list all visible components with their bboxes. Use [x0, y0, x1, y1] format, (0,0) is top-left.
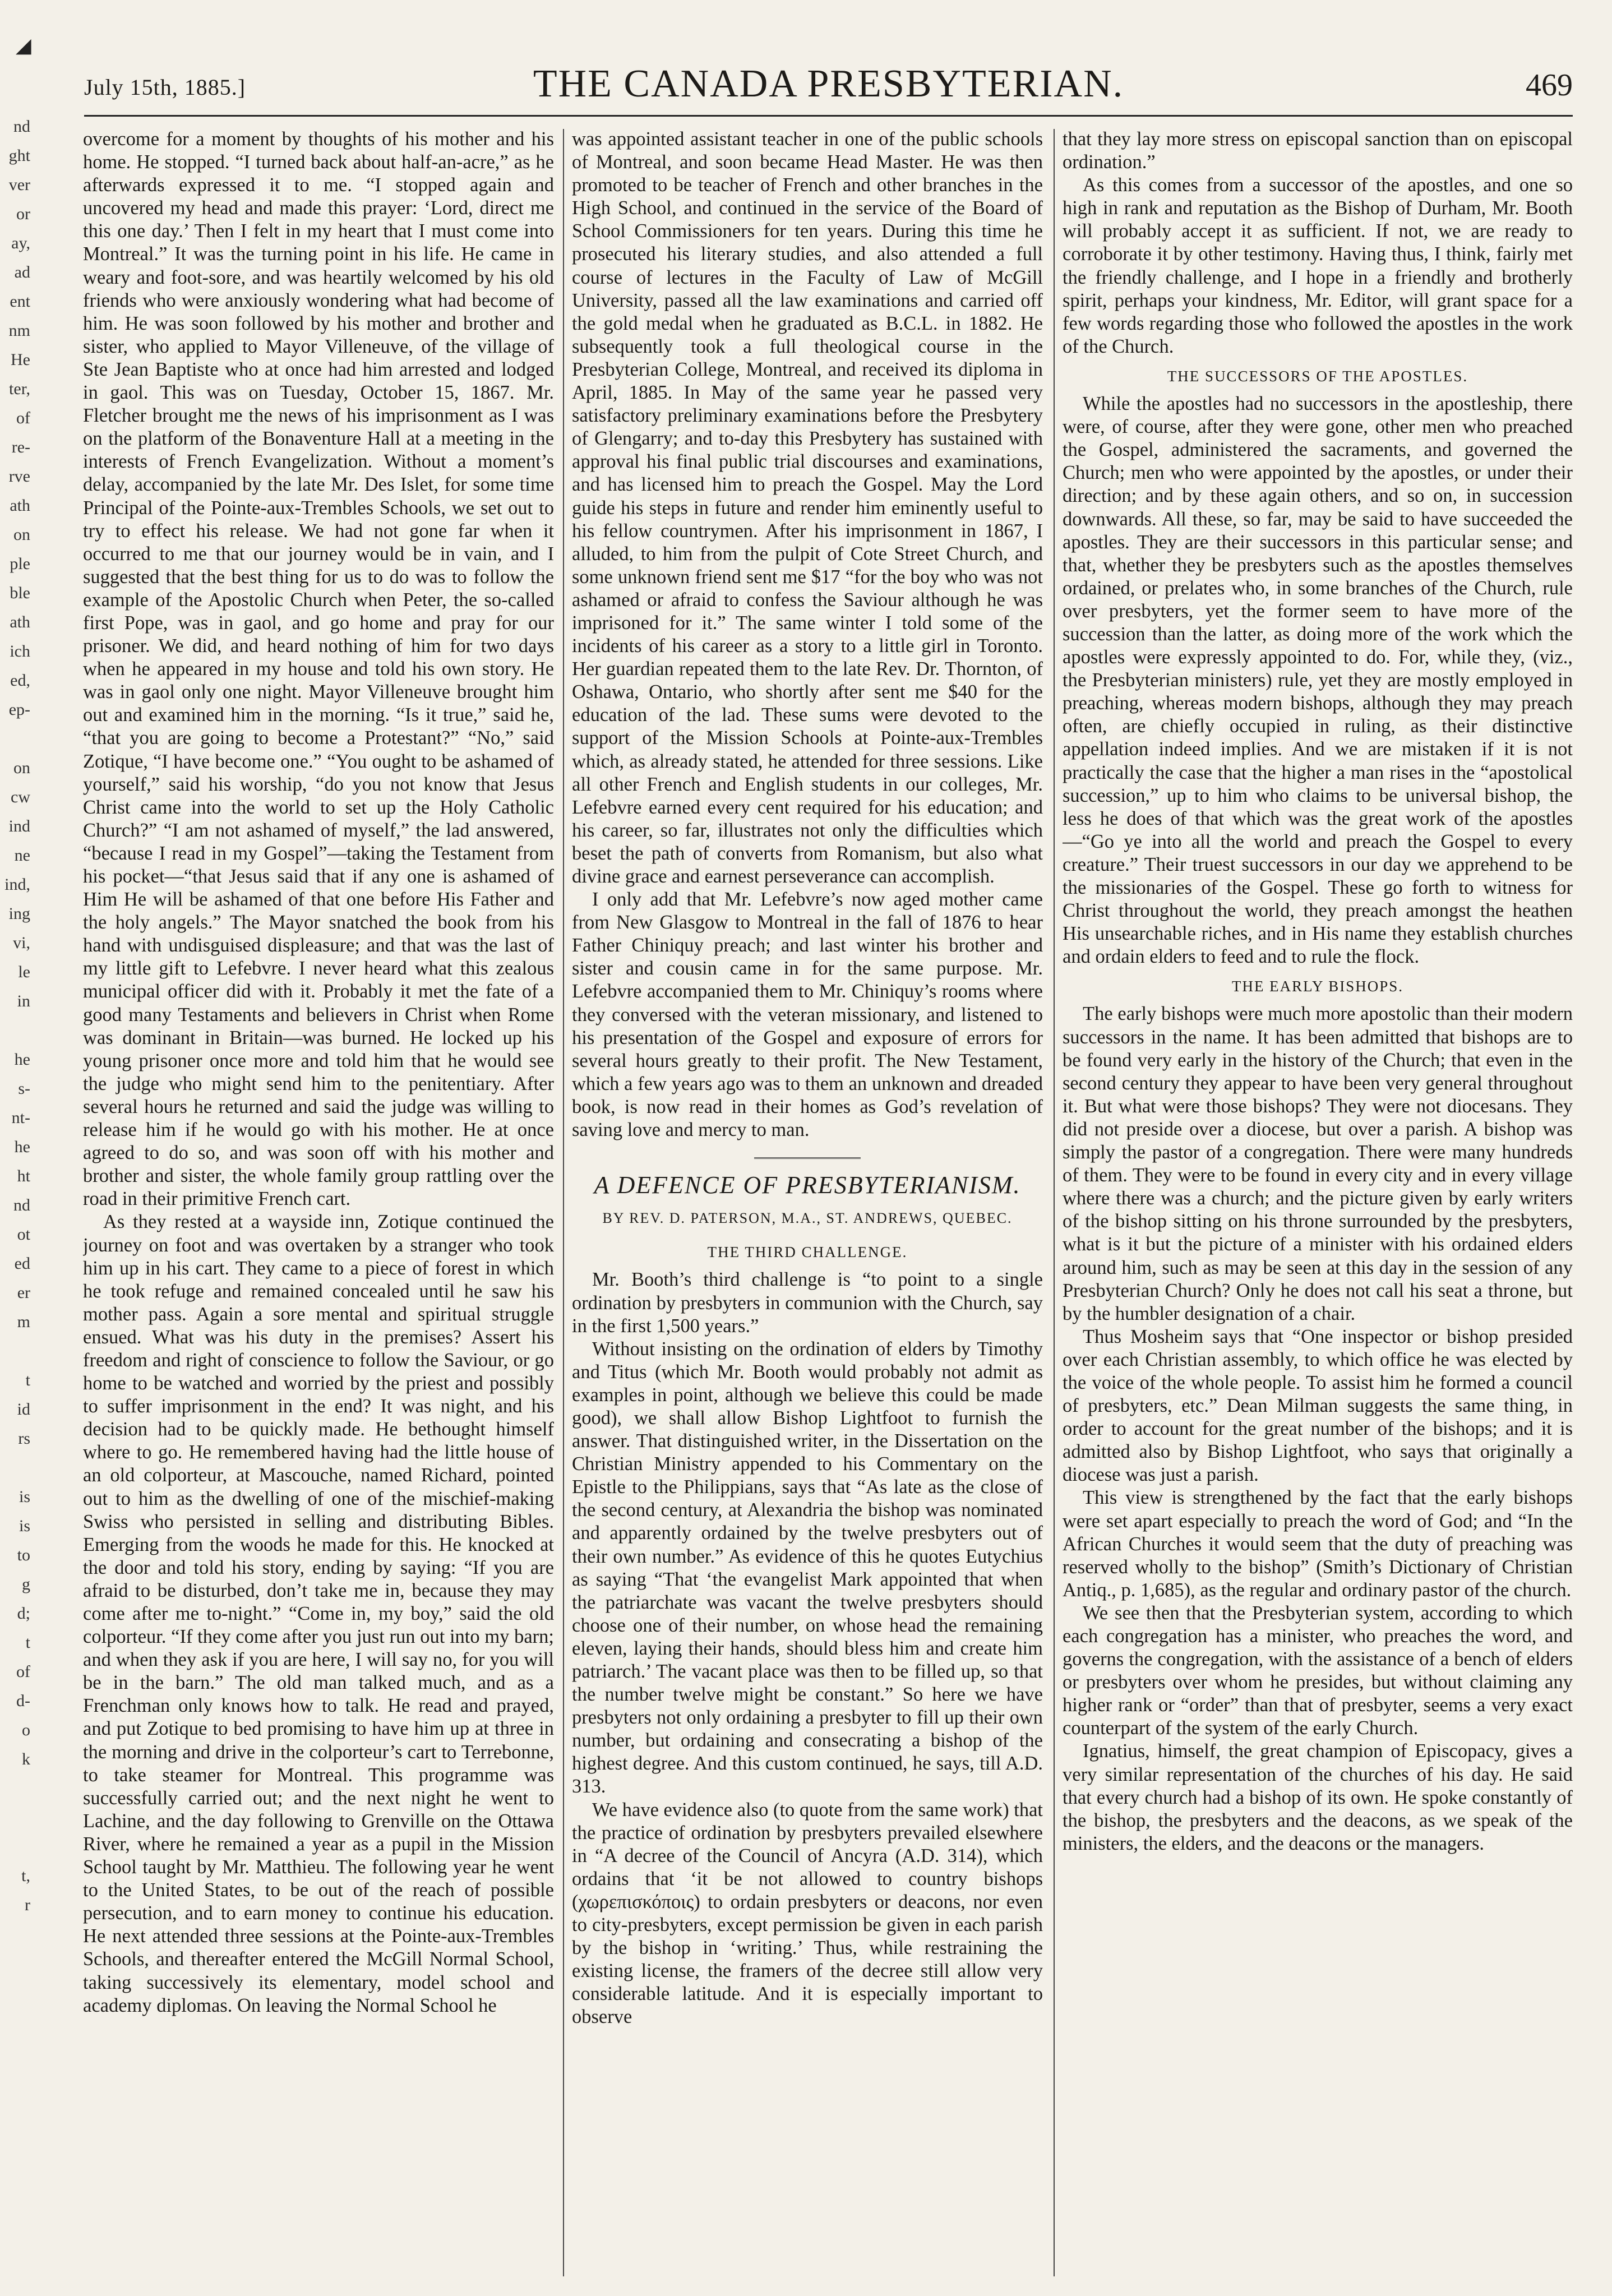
gutter-fragment: nd: [13, 117, 30, 136]
gutter-fragment: ne: [14, 846, 30, 865]
gutter-fragment: ed: [14, 1254, 30, 1273]
gutter-fragment: is: [19, 1517, 30, 1535]
gutter-fragment: k: [22, 1750, 30, 1768]
gutter-fragment: [0, 724, 34, 754]
gutter-fragment: id: [17, 1400, 30, 1419]
gutter-fragment: to: [17, 1546, 30, 1564]
column-rule: [563, 129, 564, 2276]
gutter-fragment: ich: [10, 642, 30, 660]
section-heading: THE SUCCESSORS OF THE APOSTLES.: [1167, 367, 1468, 385]
gutter-fragment: [0, 1453, 34, 1482]
gutter-fragment: He: [11, 350, 30, 369]
gutter-fragment: ath: [10, 496, 30, 515]
gutter-fragment: ind: [8, 817, 30, 835]
gutter-fragment: ath: [10, 613, 30, 631]
gutter-fragment: d;: [17, 1604, 30, 1623]
header-rule: [84, 115, 1573, 117]
gutter-fragment: ver: [8, 175, 30, 194]
gutter-fragment: g: [22, 1575, 30, 1593]
gutter-fragment: ot: [17, 1225, 30, 1244]
gutter-fragment: d-: [16, 1692, 30, 1710]
gutter-fragment: ter,: [9, 380, 30, 398]
paragraph: Ignatius, himself, the great champion of Episcopacy, gives a very similar representation of the churches of his day. He said that every church had a bishop of its own. He spoke constantly of the bishop, the presbyters and the deacons, as we speak of the ministers, the elders, and the deacons or the managers.: [1063, 1740, 1573, 1854]
issue-date: July 15th, 1885.]: [84, 75, 246, 100]
paragraph: We have evidence also (to quote from the same work) that the practice of ordination by presbyters prevailed elsewhere in “A decree of the Council of Ancyra (A.D. 314), which ordains that ‘it be not allowed to country bishops (χωρεπισκόποις) to ordain presbyters or deacons, nor even to city-presbyters, except permission be given in each parish by the bishop in ‘writing.’ Thus, while restraining the existing license, the framers of the decree still allow very considerable latitude. And it is especially important to observe: [572, 1799, 1043, 2028]
gutter-fragment: ble: [10, 584, 30, 602]
paragraph: I only add that Mr. Lefebvre’s now aged mother came from New Glasgow to Montreal in the fall of 1876 to hear Father Chiniquy preach; and last winter his brother and sister and cousin came in for the same purpose. Mr. Lefebvre accompanied them to Mr. Chiniquy’s rooms where they conversed with the veteran missionary, and listened to his presentation of the Gospel and exposure of errors for several hours greatly to their profit. The New Testament, which a few years ago was to them an unknown and dreaded book, is now read in their homes as God’s revelation of saving love and mercy to man.: [572, 889, 1043, 1141]
section-heading: THE EARLY BISHOPS.: [1231, 978, 1404, 995]
gutter-fragment: ay,: [11, 234, 30, 252]
page-number: 469: [1526, 68, 1573, 103]
gutter-fragment: vi,: [13, 934, 30, 952]
gutter-fragment: re-: [11, 438, 30, 456]
paragraph: While the apostles had no successors in the apostleship, there were, of course, after they were gone, other men who preached the Gospel, administered the sacraments, and governed the Church; men who were appointed by the apostles, or under their direction; and by these again others, and so on, in succession downwards. All these, so far, may be said to have succeeded the apostles. They are their successors in this particular sense; and that, whether they be presbyters such as the apostles themselves ordained, or prelates who, in some branches of the Church, rule over presbyters, yet the former seem to have more of the succession than the latter, as doing more of the work which the apostles were expressly appointed to do. For, while they, (viz., the Presbyterian ministers) rule, yet they are mostly employed in preaching, whereas modern bishops, although they may preach often, are chiefly occupied in ruling, as their distinctive appellation indeed implies. And we are mistaken if it is not practically the case that the higher a man rises in the “apostolical succession,” up to him who claims to be universal bishop, the less he does of that which was the great work of the apostles—“Go ye into all the world and preach the Gospel to every creature.” Their truest successors in our day we apprehend to be the missionaries of the Gospel. These go forth to witness for Christ throughout the world, they preach amongst the heathen His unsearchable riches, and in His name they establish churches and ordain elders to feed and to rule the flock.: [1063, 393, 1573, 968]
column-1: [83, 128, 554, 2281]
gutter-fragment: is: [19, 1487, 30, 1506]
paragraph: that they lay more stress on episcopal sanction than on episcopal ordination.”: [1063, 128, 1573, 173]
gutter-fragment: or: [16, 205, 30, 223]
gutter-fragment: s-: [18, 1079, 30, 1098]
paragraph: was appointed assistant teacher in one of the public schools of Montreal, and soon became Head Master. He was then promoted to be teacher of French and other branches in the High School, and continued in the service of the Board of School Commissioners for ten years. During this time he prosecuted his literary studies, and also attended a full course of lectures in the Faculty of Law of McGill University, passed all the law examinations and carried off the gold medal when he graduated as B.C.L. in 1882. He subsequently took a full theological course in the Presbyterian College, Montreal, and received its diploma in April, 1885. In May of the same year he passed very satisfactory preliminary examinations before the Presbytery of Glengarry; and to-day this Presbytery has sustained with approval his final public trial discourses and examinations, and has licensed him to preach the Gospel. May the Lord guide his steps in future and render him eminently useful to his fellow countrymen. After his imprisonment in 1867, I alluded, to him from the pulpit of Cote Street Church, and some unknown friend sent me $17 “for the boy who was not ashamed or afraid to confess the Saviour although he was imprisoned for it.” The same winter I told some of the incidents of his career as a story to a little girl in Toronto. Her guardian repeated them to the late Rev. Dr. Thornton, of Oshawa, Ontario, who shortly after sent me $40 for the education of the lad. These sums were devoted to the support of the Mission Schools at Pointe-aux-Trembles which, as already stated, he attended for three sessions. Like all other French and English students in our colleges, Mr. Lefebvre earned every cent required for his education; and his career, so far, illustrates not only the difficulties which beset the path of converts from Romanism, but also what divine grace and earnest perseverance can accomplish.: [572, 128, 1043, 887]
paragraph: As this comes from a successor of the apostles, and one so high in rank and reputation as the Bishop of Durham, Mr. Booth will probably accept it as sufficient. If not, we are ready to corroborate it by other testimony. Having thus, I think, fairly met the friendly challenge, and I hope in a friendly and brotherly spirit, perhaps your kindness, Mr. Editor, will grant space for a few words regarding those who followed the apostles in the work of the Church.: [1063, 174, 1573, 357]
gutter-fragment: ing: [8, 904, 30, 923]
gutter-fragment: in: [17, 992, 30, 1010]
column-rule: [1054, 129, 1055, 2276]
paragraph: This view is strengthened by the fact that the early bishops were set apart especially to preach the word of God; and “In the African Churches it would seem that the duty of preaching was reserved wholly to the bishop” (Smith’s Dictionary of Christian Antiq., p. 1,685), as the regular and ordinary pastor of the church.: [1063, 1487, 1573, 1601]
gutter-fragment: r: [25, 1896, 30, 1914]
gutter-fragment: o: [22, 1721, 30, 1739]
paragraph: overcome for a moment by thoughts of his mother and his home. He stopped. “I turned back about half-an-acre,” as he afterwards expressed it to me. “I stopped again and uncovered my head and made this prayer: ‘Lord, direct me this one day.’ Then I felt in my heart that I must come into Montreal.” It was the turning point in his life. He came in weary and foot-sore, and was heartily welcomed by his old friends who were anxiously wondering what had become of him. He was soon followed by his mother and brother and sister, who applied to Mayor Villeneuve, of the village of Ste Jean Baptiste who at once had him arrested and lodged in gaol. This was on Tuesday, October 15, 1867. Mr. Fletcher brought me the news of his imprisonment as I was on the platform of the Bonaventure Hall at a meeting in the interests of French Evangelization. Without a moment’s delay, accompanied by the late Mr. Des Islet, for some time Principal of the Pointe-aux-Trembles Schools, we set out to try to effect his release. We had not gone far when it occurred to me that our journey would be in vain, and I suggested that the best thing for us to do was to follow the example of the Apostolic Church when Peter, the so-called first Pope, was in gaol, and go home and pray for our prisoner. We did, and heard nothing of him for two days when he appeared in my house and told his own story. He was in gaol only one night. Mayor Villeneuve brought him out and examined him in the morning. “Is it true,” said he, “that you are going to become a Protestant?” “No,” said Zotique, “I have become one.” “You ought to be ashamed of yourself,” said his worship, “do you not know that Jesus Christ came into the world to set up the Holy Catholic Church?” “I am not ashamed of myself,” the lad answered, “because I read in my Gospel”—taking the Testament from his pocket—“that Jesus said that if any one is ashamed of Him He will be ashamed of that one before His Father and the holy angels.” The Mayor snatched the book from his hand with undisguised displeasure; and that was the last of my little gift to Lefebvre. I never heard what this zealous municipal officer did with it. Probably it met the fate of a good many Testaments and believers in Christ when Rome was dominant in Britain—was burned. He locked up his young prisoner once more and told him that he would see the judge who might send him to the penitentiary. After several hours he returned and said the judge was willing to release him if he would go with his mother. He at once agreed to do so, and was soon off with his mother and brother and sister, the whole family group rattling over the road in their primitive French cart.: [83, 128, 554, 1210]
gutter-fragment: [0, 1016, 34, 1045]
gutter-fragment: ed,: [10, 671, 30, 690]
gutter-fragment: of: [16, 409, 30, 427]
gutter-fragment: le: [18, 963, 30, 981]
gutter-fragment: he: [14, 1050, 30, 1069]
paragraph: Mr. Booth’s third challenge is “to point to a single ordination by presbyters in communion with the Church, say in the first 1,500 years.”: [572, 1269, 1043, 1337]
paragraph: We see then that the Presbyterian system, according to which each congregation has a minister, who preaches the word, and governs the congregation, with the assistance of a bench of elders or presbyters over whom he presides, but without claiming any higher rank or “order” than that of presbyter, seems a very exact counterpart of the system of the early Church.: [1063, 1602, 1573, 1739]
gutter-fragment: ht: [17, 1167, 30, 1185]
gutter-fragment: ad: [14, 263, 30, 281]
gutter-fragment: nd: [13, 1196, 30, 1214]
paragraph: Without insisting on the ordination of elders by Timothy and Titus (which Mr. Booth would probably not admit as examples in point, although we believe this could be made good), we shall allow Bishop Lightfoot to furnish the answer. That distinguished writer, in the Dissertation on the Christian Ministry appended to his Commentary on the Epistle to the Philippians, says that “As late as the close of the second century, at Alexandria the bishop was nominated and apparently ordained by the twelve presbyters out of their own number.” As evidence of this he quotes Eutychius as saying “That ‘the evangelist Mark appointed that when the patriarchate was vacant the twelve presbyters should choose one of their number, on whose head the remaining eleven, laying their hands, should bless him and create him patriarch.’ The vacant place was then to be filled up, so that the number twelve might be constant.” So here we have presbyters not only ordaining a presbyter to fill up their own number, but ordaining and consecrating a bishop of the highest degree. And this custom continued, he says, till A.D. 313.: [572, 1338, 1043, 1798]
gutter-fragment: [0, 1832, 34, 1861]
gutter-fragment: on: [13, 759, 30, 777]
masthead: [84, 62, 1573, 112]
gutter-fragment: ind,: [4, 875, 30, 894]
left-margin-bleed-text: [0, 112, 34, 2288]
gutter-fragment: t: [25, 1633, 30, 1652]
paragraph: Thus Mosheim says that “One inspector or bishop presided over each Christian assembly, to which office he was elected by the voice of the whole people. To assist him he formed a council of presbyters, etc.” Dean Milman suggests the same thing, in order to account for the great number of the bishops; and it is admitted also by Bishop Lightfoot, who says that originally a diocese was just a parish.: [1063, 1325, 1573, 1486]
byline: BY REV. D. PATERSON, M.A., ST. ANDREWS, QUEBEC.: [602, 1210, 1013, 1227]
gutter-fragment: on: [13, 525, 30, 544]
column-3: [1063, 128, 1573, 2281]
gutter-fragment: t: [25, 1371, 30, 1389]
gutter-fragment: ent: [10, 292, 30, 311]
gutter-fragment: ght: [8, 146, 30, 165]
paragraph: As they rested at a wayside inn, Zotique continued the journey on foot and was overtaken by a stranger who took him up in his cart. They came to a piece of forest in which he took refuge and remained concealed until he saw his mother pass. Again a sore mental and spiritual struggle ensued. What was his duty in the premises? Assert his freedom and right of conscience to follow the Saviour, or go home to be watched and worried by the priest and possibly to suffer imprisonment in the end? It was night, and his decision had to be quickly made. He bethought himself where to go. He remembered having had the little house of an old colporteur, at Mascouche, named Richard, pointed out to him as the dwelling of one of the mischief-making Swiss who persisted in selling and distributing Bibles. Emerging from the woods he made for this. He knocked at the door and told his story, ending by saying: “If you are afraid to be disturbed, don’t take me in, because they may come after me to-night.” “Come in, my boy,” said the old colporteur. “If they come after you just run out into my barn; and when they ask if you are here, I will say no, for you will be in the barn.” The old man talked much, and as a Frenchman only knows how to talk. He read and prayed, and put Zotique to bed promising to have him up at three in the morning and drive in the colporteur’s cart to Terrebonne, to take steamer for Montreal. This programme was successfully carried out; and the next night he went to Lachine, and the day following to Grenville on the Ottawa River, where he remained a year as a pupil in the Mission School taught by Mr. Matthieu. The following year he went to the United States, to be out of the reach of possible persecution, and to earn money to continue his education. He next attended three sessions at the Pointe-aux-Trembles Schools, and thereafter entered the McGill Normal School, taking successively its elementary, model school and academy diplomas. On leaving the Normal School he: [83, 1211, 554, 2016]
column-2: [572, 128, 1043, 2281]
gutter-fragment: [0, 1337, 34, 1366]
gutter-fragment: ep-: [8, 700, 30, 719]
paragraph: The early bishops were much more apostolic than their modern successors in the name. It has been admitted that bishops are to be found very early in the history of the Church; that even in the second century they appear to have been very general throughout it. But what were those bishops? They were not diocesans. They did not preside over a diocese, but over a parish. A bishop was simply the pastor of a congregation. There were many hundreds of them. They were to be found in every city and in every village where there was a church; and the picture given by early writers of the bishop sitting on his throne surrounded by the presbyters, what is it but the picture of a minister with his ordained elders around him, such as may be seen at this day in the session of any Presbyterian Church? Only he does not call his seat a throne, but by the humbler designation of a chair.: [1063, 1003, 1573, 1324]
gutter-fragment: m: [17, 1313, 30, 1331]
gutter-fragment: rve: [8, 467, 30, 486]
gutter-fragment: rs: [18, 1429, 30, 1448]
newspaper-title: THE CANADA PRESBYTERIAN.: [533, 62, 1124, 105]
gutter-fragment: er: [17, 1283, 30, 1302]
gutter-fragment: cw: [11, 788, 30, 806]
section-heading: THE THIRD CHALLENGE.: [707, 1244, 908, 1261]
gutter-fragment: [0, 1774, 34, 1803]
gutter-fragment: he: [14, 1138, 30, 1156]
corner-mark: ◢: [16, 34, 31, 57]
section-divider: [754, 1157, 861, 1161]
gutter-fragment: [0, 1803, 34, 1832]
article-title: A DEFENCE OF PRESBYTERIANISM.: [594, 1171, 1021, 1199]
gutter-fragment: of: [16, 1662, 30, 1681]
gutter-fragment: ple: [10, 555, 30, 573]
gutter-fragment: t,: [21, 1867, 30, 1885]
gutter-fragment: nt-: [11, 1108, 30, 1127]
gutter-fragment: nm: [8, 321, 30, 340]
